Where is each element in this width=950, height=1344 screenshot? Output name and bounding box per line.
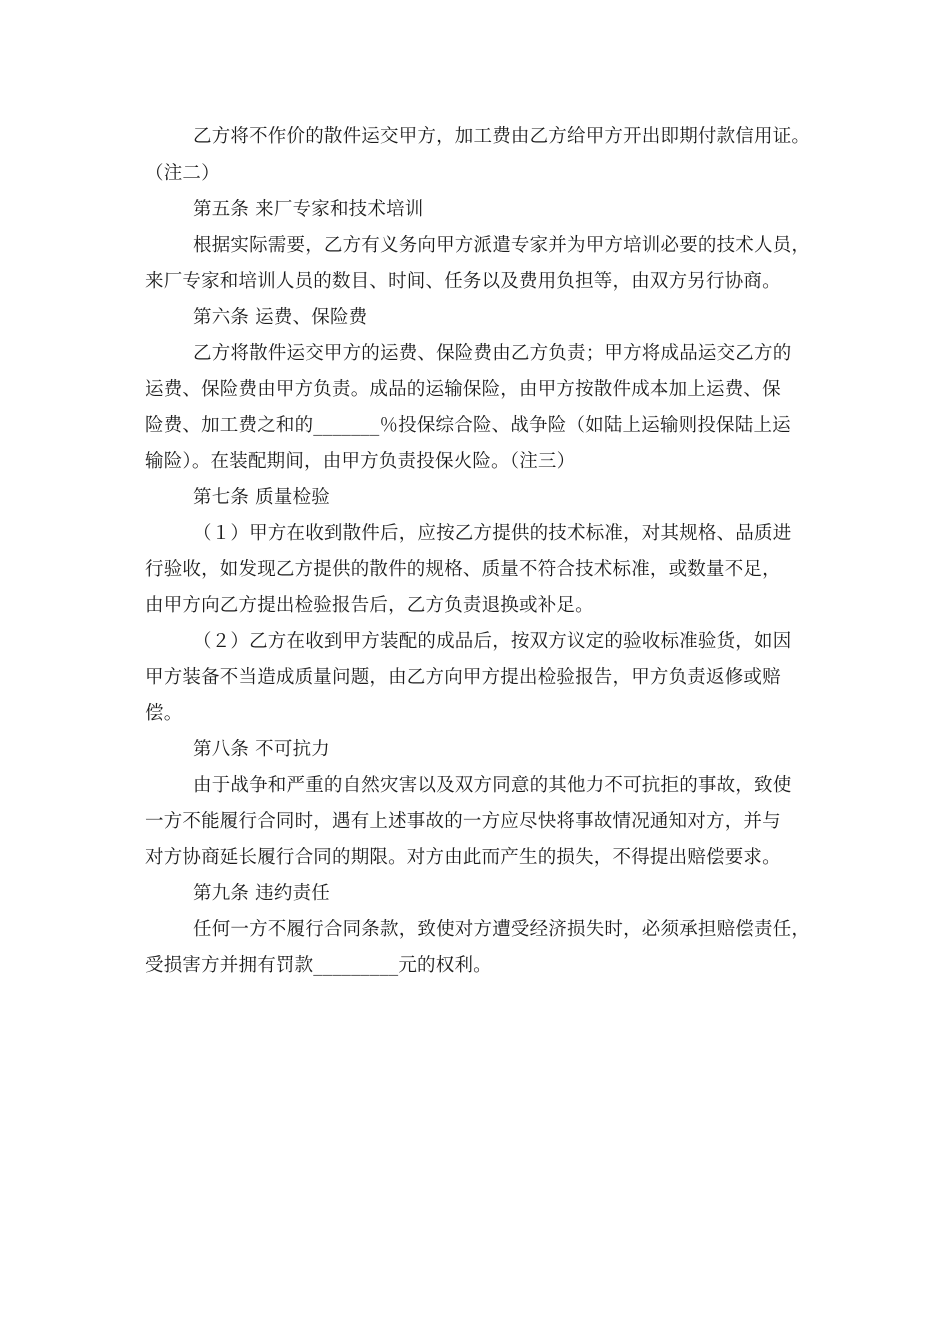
text-line: （注二）: [145, 163, 220, 184]
text-line: 根据实际需要，乙方有义务向甲方派遣专家并为甲方培训必要的技术人员，: [193, 235, 811, 256]
text-line: 由于战争和严重的自然灾害以及双方同意的其他力不可抗拒的事故，致使: [193, 775, 792, 796]
text-line: 运费、保险费由甲方负责。成品的运输保险，由甲方按散件成本加上运费、保: [145, 379, 781, 400]
section-heading-9: 第九条 违约责任: [193, 883, 330, 904]
text-line: 对方协商延长履行合同的期限。对方由此而产生的损失，不得提出赔偿要求。: [145, 847, 781, 868]
text-line: 偿。: [145, 703, 183, 724]
section-heading-8: 第八条 不可抗力: [193, 739, 330, 760]
text-line: 行验收，如发现乙方提供的散件的规格、质量不符合技术标准，或数量不足，: [145, 559, 781, 580]
section-heading-6: 第六条 运费、保险费: [193, 307, 368, 328]
text-line: （２）乙方在收到甲方装配的成品后，按双方议定的验收标准验货，如因: [193, 631, 792, 652]
text-line: 受损害方并拥有罚款_________元的权利。: [145, 955, 492, 976]
text-line: 一方不能履行合同时，遇有上述事故的一方应尽快将事故情况通知对方，并与: [145, 811, 781, 832]
text-line: 来厂专家和培训人员的数目、时间、任务以及费用负担等，由双方另行协商。: [145, 271, 781, 292]
text-line: 任何一方不履行合同条款，致使对方遭受经济损失时，必须承担赔偿责任，: [193, 919, 811, 940]
text-line: 由甲方向乙方提出检验报告后，乙方负责退换或补足。: [145, 595, 594, 616]
text-line: 乙方将不作价的散件运交甲方，加工费由乙方给甲方开出即期付款信用证。: [193, 126, 811, 147]
text-line: 乙方将散件运交甲方的运费、保险费由乙方负责；甲方将成品运交乙方的: [193, 343, 792, 364]
text-line: 险费、加工费之和的_______％投保综合险、战争险（如陆上运输则投保陆上运: [145, 415, 791, 436]
text-line: （１）甲方在收到散件后，应按乙方提供的技术标准，对其规格、品质进: [193, 523, 792, 544]
text-line: 甲方装备不当造成质量问题，由乙方向甲方提出检验报告，甲方负责返修或赔: [145, 667, 781, 688]
text-line: 输险）。在装配期间，由甲方负责投保火险。（注三）: [145, 451, 576, 472]
section-heading-7: 第七条 质量检验: [193, 487, 330, 508]
section-heading-5: 第五条 来厂专家和技术培训: [193, 199, 424, 220]
